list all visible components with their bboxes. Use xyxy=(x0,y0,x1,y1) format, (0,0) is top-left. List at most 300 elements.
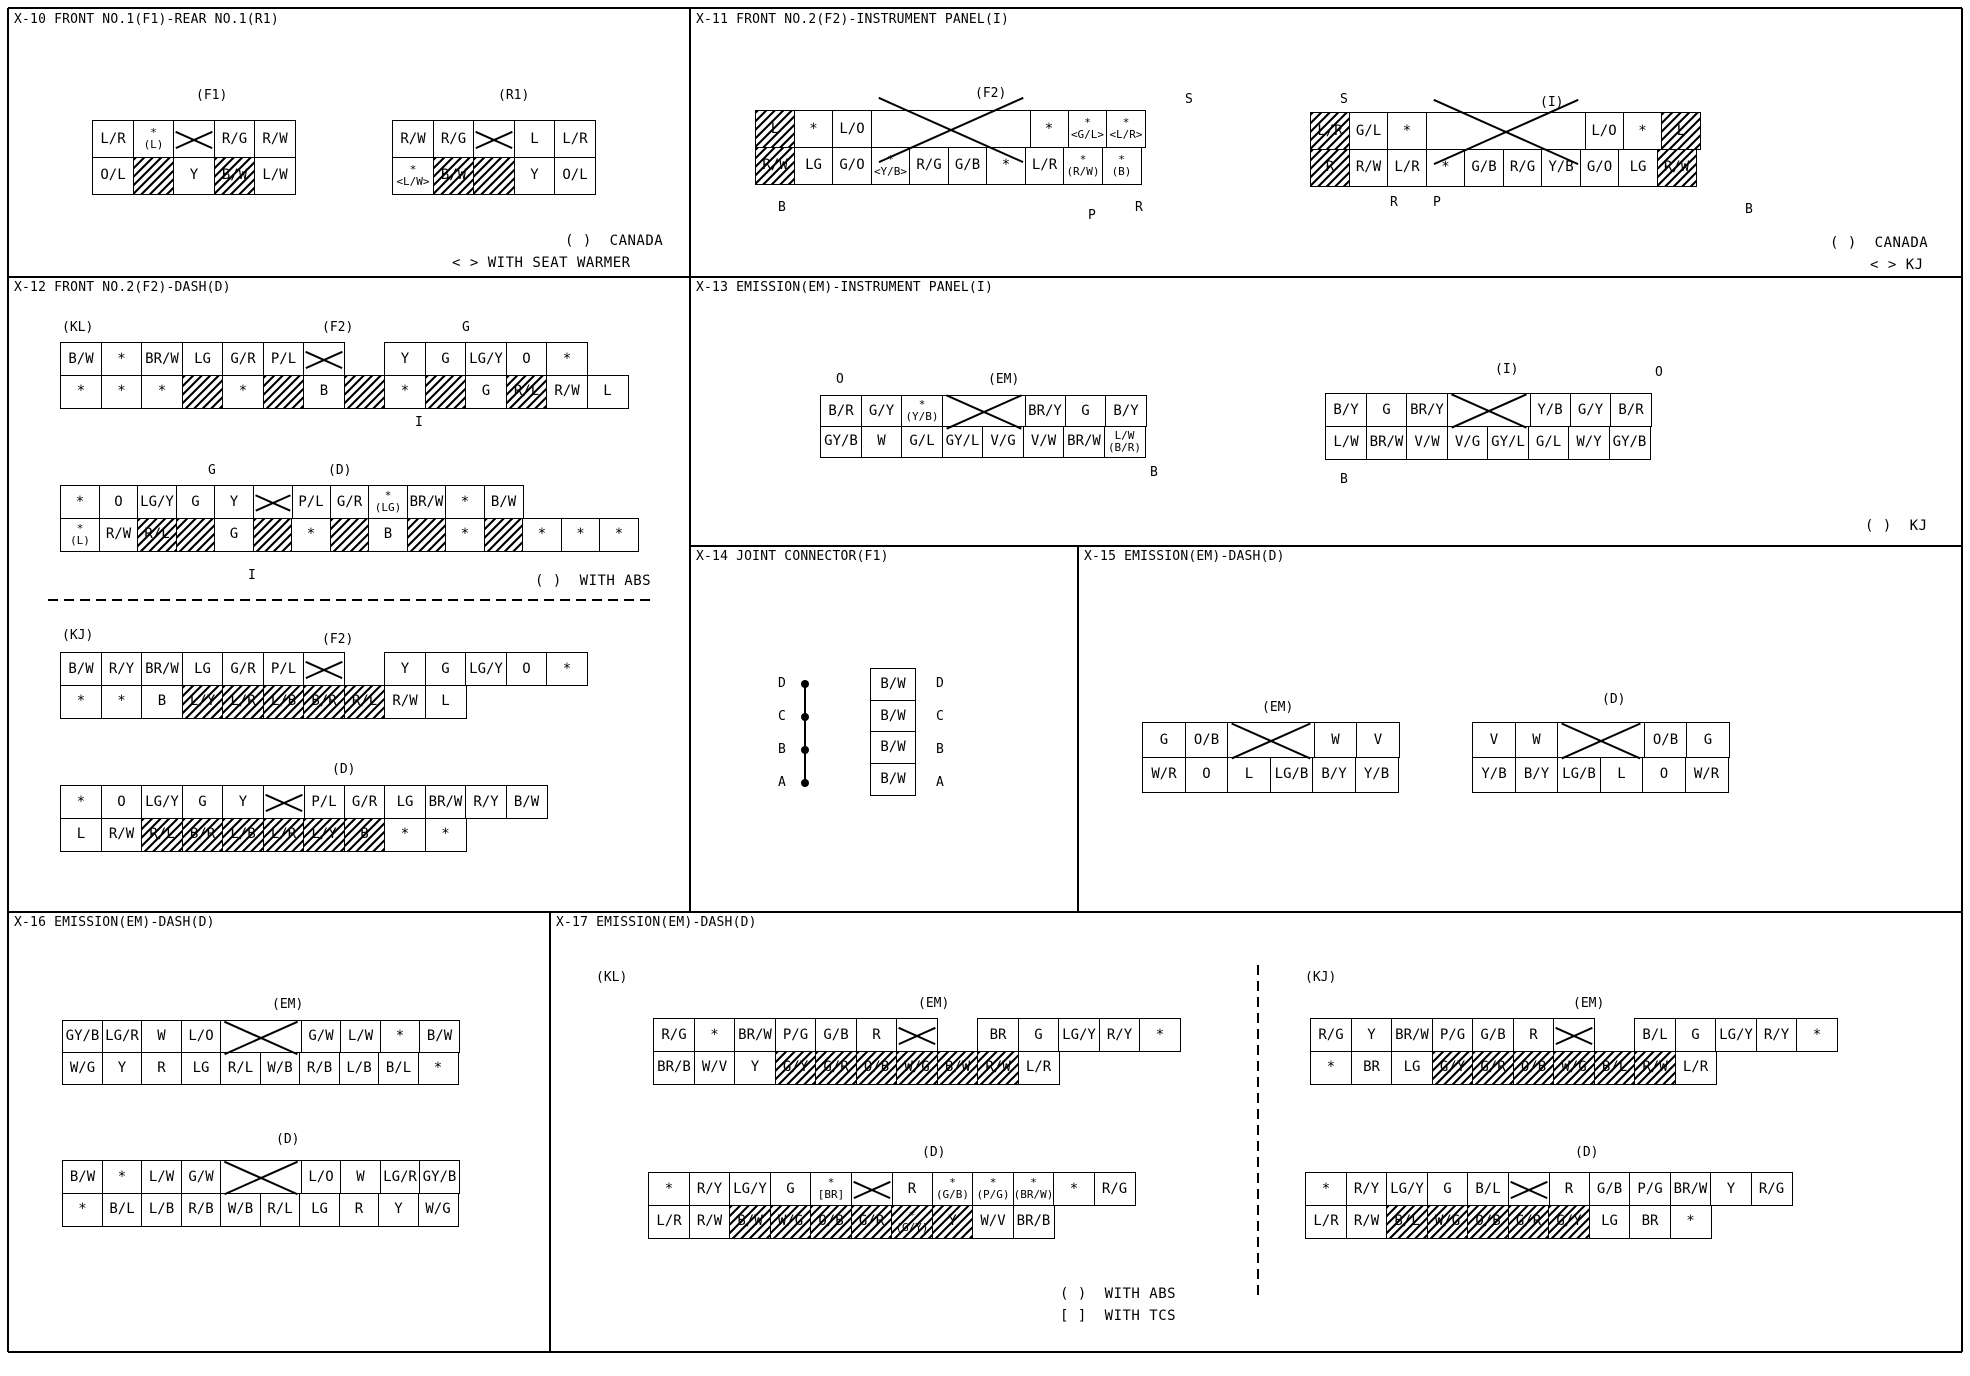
pin-cell: R/B xyxy=(181,1193,222,1227)
pin-cell: * xyxy=(60,685,102,719)
hatched-cell xyxy=(425,375,467,409)
blank-cavity xyxy=(1557,722,1645,758)
pin-cell: * <L/W> xyxy=(392,157,434,195)
blank-cavity xyxy=(1447,393,1531,427)
pin-cell: L/R xyxy=(1025,147,1065,185)
note: ( ) CANADA xyxy=(1830,235,1929,251)
pin-cell: G xyxy=(1065,395,1107,427)
pin-cell: O xyxy=(101,785,143,819)
joint-letter: C xyxy=(936,709,944,724)
pin-cell: G xyxy=(425,342,467,376)
blank-cavity xyxy=(871,110,1031,148)
note: [ ] WITH TCS xyxy=(1060,1308,1177,1324)
blank-cavity xyxy=(173,120,215,158)
pin-cell: * xyxy=(141,375,183,409)
pin-cell: L/R xyxy=(1305,1205,1347,1239)
pin-cell: * <G/L> xyxy=(1068,110,1108,148)
connector-d-x16 xyxy=(62,1160,459,1225)
pin-cell: G xyxy=(1675,1018,1717,1052)
pin-cell: LG xyxy=(182,342,224,376)
connector-label: (D) xyxy=(332,762,356,777)
pin-cell: R/L xyxy=(260,1193,301,1227)
pin-cell: * xyxy=(101,685,143,719)
hatched-cell xyxy=(176,518,216,552)
pin-cell: R/B xyxy=(299,1052,340,1085)
pin-cell: G/R xyxy=(222,342,264,376)
hatched-cell: L xyxy=(1661,112,1701,150)
note: ( ) WITH ABS xyxy=(1060,1286,1177,1302)
panel-title: X-11 FRONT NO.2(F2)-INSTRUMENT PANEL(I) xyxy=(696,12,1010,27)
hatched-cell: G/R xyxy=(1472,1051,1514,1085)
hatched-cell: W/G xyxy=(896,1051,938,1085)
panel-title: X-17 EMISSION(EM)-DASH(D) xyxy=(556,915,757,930)
pin-letter: P xyxy=(1433,195,1441,210)
pin-cell: R/W xyxy=(101,818,143,852)
pin-cell: L/R xyxy=(1675,1051,1717,1085)
pin-cell: * (LG) xyxy=(368,485,408,519)
hatched-cell: Y xyxy=(932,1205,974,1239)
pin-cell: V/G xyxy=(982,426,1024,458)
pin-cell: G/Y xyxy=(861,395,903,427)
pin-cell: B/L xyxy=(1634,1018,1676,1052)
pin-cell: * xyxy=(60,375,102,409)
pin-cell: Y xyxy=(1710,1172,1752,1206)
pin-cell: B/Y xyxy=(1325,393,1367,427)
pin-cell: * (BR/W) xyxy=(1013,1172,1055,1206)
pin-cell: BR xyxy=(1629,1205,1671,1239)
pin-cell: GY/B xyxy=(419,1160,460,1194)
pin-cell: GY/L xyxy=(1487,426,1529,460)
pin-cell: LG/Y xyxy=(729,1172,771,1206)
connector-label: (EM) xyxy=(1573,996,1605,1011)
hatched-cell: R xyxy=(1310,149,1350,187)
connector-label: (F2) xyxy=(975,86,1007,101)
pin-cell: * xyxy=(986,147,1026,185)
pin-cell: G xyxy=(176,485,216,519)
pin-cell: * xyxy=(561,518,601,552)
pin-letter: R xyxy=(1390,195,1398,210)
pin-cell: G/B xyxy=(948,147,988,185)
pin-cell: O xyxy=(506,652,548,686)
pin-cell: * xyxy=(546,342,588,376)
connector-label: (F2) xyxy=(322,632,354,647)
panel-title: X-12 FRONT NO.2(F2)-DASH(D) xyxy=(14,280,231,295)
gap xyxy=(344,342,386,376)
joint-node xyxy=(801,713,809,721)
note: < > KJ xyxy=(1870,257,1924,273)
pin-cell: B/W xyxy=(60,342,102,376)
pin-letter: P xyxy=(1088,208,1096,223)
hatched-cell: B/W xyxy=(433,157,475,195)
pin-letter: G xyxy=(462,320,470,335)
pin-cell: B xyxy=(368,518,408,552)
pin-cell: G/L xyxy=(1528,426,1570,460)
pin-cell: * xyxy=(1387,112,1427,150)
connector-label: (I) xyxy=(1495,362,1519,377)
pin-cell: * xyxy=(1623,112,1663,150)
pin-cell: GY/L xyxy=(942,426,984,458)
pin-cell: L/R xyxy=(1387,149,1427,187)
pin-cell: V/W xyxy=(1406,426,1448,460)
pin-cell: * xyxy=(291,518,331,552)
pin-cell: * xyxy=(101,342,143,376)
panel-title: X-16 EMISSION(EM)-DASH(D) xyxy=(14,915,215,930)
pin-cell: B/L xyxy=(102,1193,143,1227)
pin-cell: L/B xyxy=(339,1052,380,1085)
pin-cell: LG/Y xyxy=(465,652,507,686)
pin-cell: R/Y xyxy=(465,785,507,819)
connector-em-x15 xyxy=(1142,722,1399,791)
pin-cell: W/V xyxy=(972,1205,1014,1239)
pin-cell: W/B xyxy=(220,1193,261,1227)
connector-em-kl xyxy=(653,1018,1180,1083)
connector-i xyxy=(1310,112,1700,185)
pin-cell: * (L) xyxy=(133,120,175,158)
pin-cell: * xyxy=(1029,110,1069,148)
pin-cell: R/G xyxy=(653,1018,695,1052)
pin-cell: BR/B xyxy=(1013,1205,1055,1239)
hatched-cell: B/L xyxy=(1386,1205,1428,1239)
pin-cell: P/G xyxy=(1432,1018,1474,1052)
pin-cell: G/W xyxy=(301,1020,342,1053)
pin-cell: * [BR] xyxy=(810,1172,852,1206)
pin-cell: L xyxy=(1600,757,1644,793)
gap xyxy=(937,1018,979,1052)
pin-cell: R/W xyxy=(689,1205,731,1239)
pin-cell: G xyxy=(425,652,467,686)
pin-cell: * xyxy=(1139,1018,1181,1052)
pin-cell: * xyxy=(102,1160,143,1194)
pin-cell: L/R xyxy=(1018,1051,1060,1085)
connector-d-kj xyxy=(1305,1172,1791,1237)
connector-label: (D) xyxy=(1575,1145,1599,1160)
pin-cell: LG xyxy=(181,1052,222,1085)
pin-cell: G/B xyxy=(1464,149,1504,187)
joint-node xyxy=(801,746,809,754)
pin-cell: W xyxy=(1515,722,1559,758)
hatched-cell xyxy=(407,518,447,552)
pin-cell: G/L xyxy=(901,426,943,458)
hatched-cell: G/Y xyxy=(1432,1051,1474,1085)
pin-cell: L/W xyxy=(254,157,296,195)
hatched-cell: L xyxy=(755,110,795,148)
pin-cell: LG/R xyxy=(380,1160,421,1194)
pin-letter: R xyxy=(1135,200,1143,215)
pin-cell: R xyxy=(1513,1018,1555,1052)
pin-cell: Y/B xyxy=(1472,757,1516,793)
pin-cell: * (Y/B) xyxy=(901,395,943,427)
pin-cell: B/W xyxy=(870,700,916,733)
joint-letter: A xyxy=(778,775,786,790)
pin-cell: * xyxy=(445,485,485,519)
connector-label: (R1) xyxy=(498,88,530,103)
panel-title: X-10 FRONT NO.1(F1)-REAR NO.1(R1) xyxy=(14,12,279,27)
hatched-cell xyxy=(253,518,293,552)
pin-cell: P/L xyxy=(263,342,305,376)
connector-label: (EM) xyxy=(1262,700,1294,715)
hatched-cell: R/L xyxy=(506,375,548,409)
pin-cell: G/O xyxy=(1580,149,1620,187)
hatched-cell: L/B xyxy=(263,685,305,719)
pin-cell: W/R xyxy=(1142,757,1186,793)
pin-cell: * (G/B) xyxy=(932,1172,974,1206)
pin-cell: L xyxy=(425,685,467,719)
connector-f1 xyxy=(92,120,295,193)
hatched-cell xyxy=(263,375,305,409)
pin-cell: * xyxy=(425,818,467,852)
pin-cell: Y xyxy=(378,1193,419,1227)
pin-cell: LG xyxy=(384,785,426,819)
connector-em-x16 xyxy=(62,1020,459,1083)
pin-cell: B/R xyxy=(820,395,862,427)
pin-cell: B/W xyxy=(484,485,524,519)
pin-cell: P/L xyxy=(303,785,345,819)
pin-cell: * xyxy=(522,518,562,552)
connector-label: (EM) xyxy=(988,372,1020,387)
pin-cell: LG xyxy=(794,147,834,185)
hatched-cell: * (G/Y) xyxy=(891,1205,933,1239)
pin-cell: BR/Y xyxy=(1406,393,1448,427)
pin-cell: * xyxy=(1305,1172,1347,1206)
pin-cell: LG xyxy=(182,652,224,686)
hatched-cell: L/Y xyxy=(182,685,224,719)
pin-cell: R/Y xyxy=(1346,1172,1388,1206)
pin-cell: LG/B xyxy=(1557,757,1601,793)
blank-cavity xyxy=(1508,1172,1550,1206)
connector-label: (EM) xyxy=(272,997,304,1012)
blank-cavity xyxy=(220,1160,302,1194)
hatched-cell: G/R xyxy=(851,1205,893,1239)
connector-f2-kl xyxy=(60,342,627,407)
pin-cell: R/G xyxy=(1503,149,1543,187)
pin-cell: Y xyxy=(102,1052,143,1085)
hatched-cell: L/Y xyxy=(303,818,345,852)
blank-cavity xyxy=(851,1172,893,1206)
pin-cell: LG xyxy=(1391,1051,1433,1085)
pin-cell: G/L xyxy=(1349,112,1389,150)
pin-cell: W xyxy=(1314,722,1358,758)
pin-cell: L xyxy=(587,375,629,409)
pin-cell: G xyxy=(1142,722,1186,758)
pin-cell: Y xyxy=(384,652,426,686)
gap xyxy=(344,652,386,686)
joint-node xyxy=(801,680,809,688)
blank-cavity xyxy=(1426,112,1586,150)
pin-cell: O xyxy=(506,342,548,376)
hatched-cell xyxy=(473,157,515,195)
pin-cell: G/R xyxy=(222,652,264,686)
blank-cavity xyxy=(896,1018,938,1052)
connector-label: (D) xyxy=(1602,692,1626,707)
pin-cell: W xyxy=(340,1160,381,1194)
pin-cell: L/O xyxy=(181,1020,222,1053)
pin-cell: LG/Y xyxy=(1715,1018,1757,1052)
joint-letter: D xyxy=(778,676,786,691)
pin-cell: Y/B xyxy=(1541,149,1581,187)
connector-label: (D) xyxy=(922,1145,946,1160)
pin-letter: B xyxy=(778,200,786,215)
hatched-cell xyxy=(330,518,370,552)
pin-cell: R xyxy=(1548,1172,1590,1206)
hatched-cell: W/G xyxy=(1427,1205,1469,1239)
panel-title: X-13 EMISSION(EM)-INSTRUMENT PANEL(I) xyxy=(696,280,993,295)
joint-letter: C xyxy=(778,709,786,724)
pin-cell: R xyxy=(339,1193,380,1227)
hatched-cell: R/W xyxy=(1634,1051,1676,1085)
pin-cell: O/B xyxy=(1644,722,1688,758)
pin-cell: G/B xyxy=(1472,1018,1514,1052)
joint-letter: D xyxy=(936,676,944,691)
pin-cell: GY/B xyxy=(820,426,862,458)
pin-cell: * xyxy=(445,518,485,552)
pin-cell: * (L) xyxy=(60,518,100,552)
pin-cell: L/O xyxy=(301,1160,342,1194)
pin-cell: Y xyxy=(222,785,264,819)
pin-cell: Y xyxy=(734,1051,776,1085)
pin-cell: B/L xyxy=(378,1052,419,1085)
pin-cell: BR/B xyxy=(653,1051,695,1085)
connector-label: (F1) xyxy=(196,88,228,103)
pin-cell: BR/W xyxy=(1366,426,1408,460)
pin-cell: O xyxy=(1185,757,1229,793)
hatched-cell: R/L xyxy=(344,685,386,719)
pin-cell: B/W xyxy=(60,652,102,686)
hatched-cell: G/Y xyxy=(775,1051,817,1085)
pin-cell: G xyxy=(1686,722,1730,758)
pin-cell: * (P/G) xyxy=(972,1172,1014,1206)
pin-cell: L/O xyxy=(832,110,872,148)
pin-cell: G xyxy=(465,375,507,409)
pin-cell: V/W xyxy=(1023,426,1065,458)
pin-cell: Y xyxy=(214,485,254,519)
hatched-cell: B/R xyxy=(303,685,345,719)
pin-cell: L/R xyxy=(92,120,134,158)
variant-label: (KJ) xyxy=(62,628,94,643)
joint-connector-bus xyxy=(801,680,809,787)
pin-cell: B/R xyxy=(1610,393,1652,427)
hatched-cell: W/G xyxy=(770,1205,812,1239)
pin-cell: R/Y xyxy=(101,652,143,686)
note: ( ) CANADA xyxy=(565,233,664,249)
note: ( ) KJ xyxy=(1865,518,1928,534)
hatched-cell: R/W xyxy=(1657,149,1697,187)
pin-cell: * xyxy=(1310,1051,1352,1085)
pin-cell: P/G xyxy=(775,1018,817,1052)
pin-cell: BR xyxy=(977,1018,1019,1052)
blank-cavity xyxy=(942,395,1026,427)
joint-letter: B xyxy=(778,742,786,757)
pin-cell: Y/B xyxy=(1355,757,1399,793)
pin-cell: B/W xyxy=(870,731,916,764)
pin-cell: P/L xyxy=(263,652,305,686)
pin-cell: G xyxy=(214,518,254,552)
hatched-cell: W/G xyxy=(1553,1051,1595,1085)
pin-cell: L/W xyxy=(141,1160,182,1194)
joint-letter: A xyxy=(936,775,944,790)
hatched-cell: G/R xyxy=(815,1051,857,1085)
blank-cavity xyxy=(303,652,345,686)
pin-cell: L/R xyxy=(648,1205,690,1239)
pin-letter: I xyxy=(248,568,256,583)
connector-d-x15 xyxy=(1472,722,1729,791)
pin-cell: * xyxy=(380,1020,421,1053)
connector-d-kl xyxy=(60,485,638,550)
pin-cell: LG/Y xyxy=(465,342,507,376)
pin-cell: L xyxy=(60,818,102,852)
pin-cell: R/G xyxy=(214,120,256,158)
hatched-cell: R/L xyxy=(141,818,183,852)
pin-cell: BR/Y xyxy=(1024,395,1066,427)
pin-cell: LG xyxy=(1618,149,1658,187)
pin-cell: Y xyxy=(384,342,426,376)
pin-cell: * <L/R> xyxy=(1106,110,1146,148)
hatched-cell: L/R xyxy=(1310,112,1350,150)
pin-cell: B/W xyxy=(870,668,916,701)
pin-cell: * xyxy=(418,1052,459,1085)
pin-cell: R/G xyxy=(909,147,949,185)
variant-label: (KJ) xyxy=(1305,970,1337,985)
pin-cell: BR/W xyxy=(734,1018,776,1052)
pin-cell: BR/W xyxy=(407,485,447,519)
pin-cell: B/W xyxy=(870,763,916,796)
connector-f2 xyxy=(755,110,1145,183)
pin-cell: O xyxy=(99,485,139,519)
pin-cell: W/B xyxy=(260,1052,301,1085)
pin-cell: W xyxy=(141,1020,182,1053)
pin-cell: R/W xyxy=(1349,149,1389,187)
note: < > WITH SEAT WARMER xyxy=(452,255,631,271)
pin-cell: G/Y xyxy=(1570,393,1612,427)
pin-cell: B/W xyxy=(506,785,548,819)
pin-cell: GY/B xyxy=(1609,426,1651,460)
pin-letter: B xyxy=(1150,465,1158,480)
pin-cell: * xyxy=(648,1172,690,1206)
pin-cell: G xyxy=(1018,1018,1060,1052)
pin-cell: L xyxy=(1227,757,1271,793)
connector-label: (D) xyxy=(328,463,352,478)
hatched-cell xyxy=(344,375,386,409)
hatched-cell: L/R xyxy=(222,685,264,719)
pin-cell: R/W xyxy=(392,120,434,158)
connector-r1 xyxy=(392,120,595,193)
pin-cell: R/W xyxy=(99,518,139,552)
pin-cell: Y xyxy=(1351,1018,1393,1052)
hatched-cell: R/L xyxy=(137,518,177,552)
pin-cell: LG/Y xyxy=(1386,1172,1428,1206)
hatched-cell: R/W xyxy=(977,1051,1019,1085)
pin-cell: P/L xyxy=(291,485,331,519)
pin-cell: R/G xyxy=(1094,1172,1136,1206)
pin-cell: * xyxy=(60,785,102,819)
pin-cell: B/W xyxy=(62,1160,103,1194)
pin-cell: W xyxy=(861,426,903,458)
pin-cell: V/G xyxy=(1447,426,1489,460)
hatched-cell: O/B xyxy=(856,1051,898,1085)
hatched-cell xyxy=(484,518,524,552)
pin-cell: BR/W xyxy=(1063,426,1105,458)
panel-title: X-14 JOINT CONNECTOR(F1) xyxy=(696,549,889,564)
pin-cell: R/W xyxy=(1346,1205,1388,1239)
connector-d-kl xyxy=(648,1172,1134,1237)
pin-cell: * xyxy=(599,518,639,552)
blank-cavity xyxy=(253,485,293,519)
pin-cell: O/L xyxy=(92,157,134,195)
pin-cell: G/R xyxy=(344,785,386,819)
connector-em-kj xyxy=(1310,1018,1837,1083)
pin-cell: W/G xyxy=(418,1193,459,1227)
hatched-cell: B/W xyxy=(937,1051,979,1085)
pin-cell: BR/W xyxy=(425,785,467,819)
